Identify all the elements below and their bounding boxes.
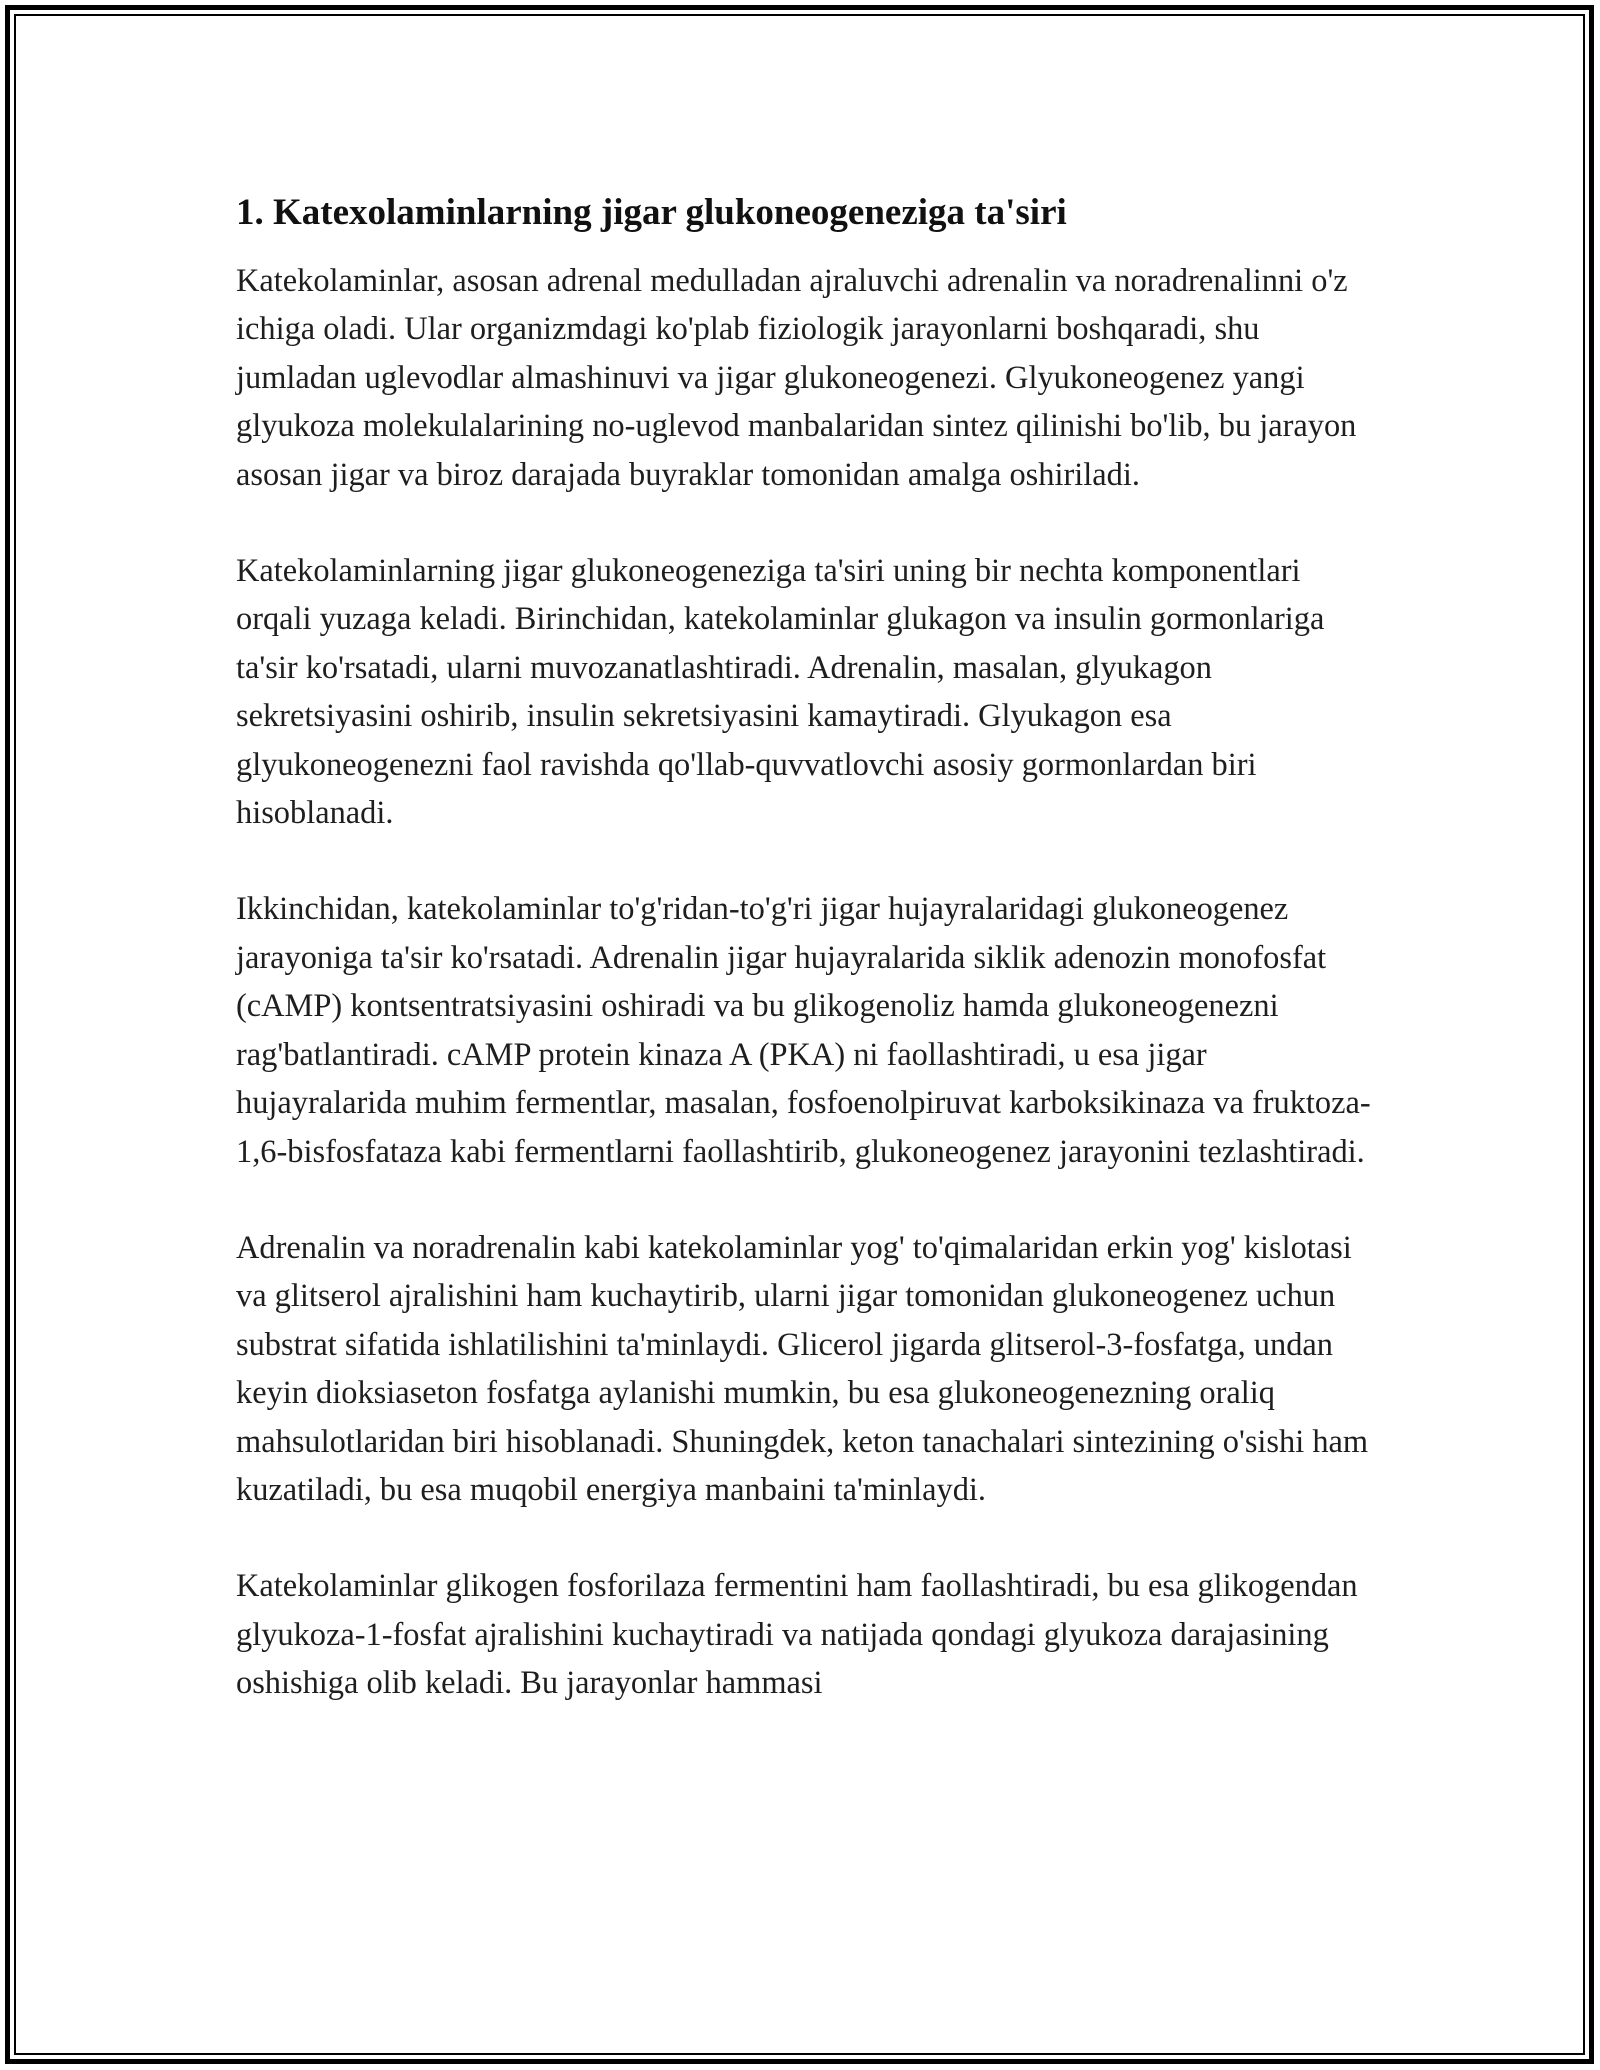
- paragraph-3: Ikkinchidan, katekolaminlar to'g'ridan-to'g'ri jigar hujayralaridagi glukoneogenez jarayoniga ta'sir ko'rsatadi. Adrenalin jigar hujayralarida siklik adenozin monofosfat (cAMP) kontsentratsiyasini oshiradi va bu glikogenoliz hamda glukoneogenezni rag'batlantiradi. cAMP protein kinaza A (PKA) ni faollashtiradi, u esa jigar hujayralarida muhim fermentlar, masalan, fosfoenolpiruvat karboksikinaza va fruktoza-1,6-bisfosfataza kabi fermentlarni faollashtirib, glukoneogenez jarayonini tezlashtiradi.: [236, 891, 1371, 1170]
- document-content: [236, 185, 1372, 1756]
- paragraph-4: Adrenalin va noradrenalin kabi katekolaminlar yog' to'qimalaridan erkin yog' kislotasi va glitserol ajralishini ham kuchaytirib, ularni jigar tomonidan glukoneogenez uchun substrat sifatida ishlatilishini ta'minlaydi. Glicerol jigarda glitserol-3-fosfatga, undan keyin dioksiaseton fosfatga aylanishi mumkin, bu esa glukoneogenezning oraliq mahsulotlaridan biri hisoblanadi. Shuningdek, keton tanachalari sintezining o'sishi ham kuzatiladi, bu esa muqobil energiya manbaini ta'minlaydi.: [236, 1229, 1369, 1508]
- section-heading: 1. Katexolaminlarning jigar glukoneogeneziga ta'siri: [236, 192, 1067, 233]
- paragraph-2: Katekolaminlarning jigar glukoneogeneziga ta'siri uning bir nechta komponentlari orqali yuzaga keladi. Birinchidan, katekolaminlar glukagon va insulin gormonlariga ta'sir ko'rsatadi, ularni muvozanatlashtiradi. Adrenalin, masalan, glyukagon sekretsiyasini oshirib, insulin sekretsiyasini kamaytiradi. Glyukagon esa glyukoneogenezni faol ravishda qo'llab-quvvatlovchi asosiy gormonlardan biri hisoblanadi.: [236, 553, 1325, 832]
- paragraph-1: Katekolaminlar, asosan adrenal medulladan ajraluvchi adrenalin va noradrenalinni o'z ichiga oladi. Ular organizmdagi ko'plab fiziologik jarayonlarni boshqaradi, shu jumladan uglevodlar almashinuvi va jigar glukoneogenezi. Glyukoneogenez yangi glyukoza molekulalarining no-uglevod manbalaridan sintez qilinishi bo'lib, bu jarayon asosan jigar va biroz darajada buyraklar tomonidan amalga oshiriladi.: [236, 263, 1357, 493]
- paragraph-5: Katekolaminlar glikogen fosforilaza fermentini ham faollashtiradi, bu esa glikogendan glyukoza-1-fosfat ajralishini kuchaytiradi va natijada qondagi glyukoza darajasining oshishiga olib keladi. Bu jarayonlar hammasi: [236, 1568, 1358, 1702]
